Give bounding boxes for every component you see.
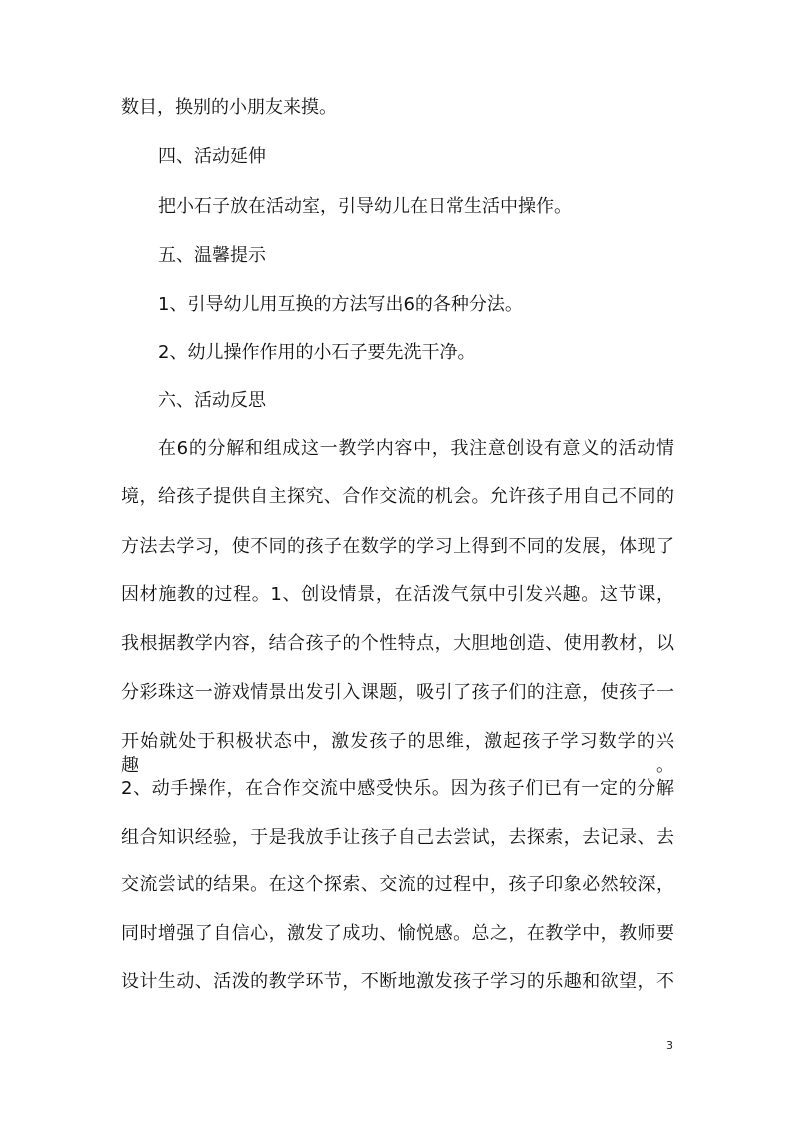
- list-item: 2、幼儿操作作用的小石子要先洗干净。: [158, 342, 476, 363]
- text-line: 组合知识经验，于是我放手让孩子自己去尝试，去探索，去记录、去: [121, 827, 674, 848]
- text-line: 数目，换别的小朋友来摸。: [121, 97, 337, 118]
- text-line: 在6的分解和组成这一教学内容中，我注意创设有意义的活动情: [158, 438, 674, 459]
- text-line: 交流尝试的结果。在这个探索、交流的过程中，孩子印象必然较深，: [121, 874, 674, 895]
- text-line: 2、动手操作，在合作交流中感受快乐。因为孩子们已有一定的分解: [121, 778, 674, 799]
- section-heading: 五、温馨提示: [158, 245, 266, 266]
- text-line: 分彩珠这一游戏情景出发引入课题，吸引了孩子们的注意，使孩子一: [121, 682, 674, 703]
- section-heading: 四、活动延伸: [158, 146, 266, 167]
- text-line: 设计生动、活泼的教学环节，不断地激发孩子学习的乐趣和欲望，不: [121, 971, 674, 992]
- text-line: 境，给孩子提供自主探究、合作交流的机会。允许孩子用自己不同的: [121, 486, 674, 507]
- text-line: 开始就处于积极状态中，激发孩子的思维，激起孩子学习数学的兴趣。: [121, 731, 674, 776]
- text-line: 同时增强了自信心，激发了成功、愉悦感。总之，在教学中，教师要: [121, 923, 674, 944]
- text-line: 因材施教的过程。1、创设情景，在活泼气氛中引发兴趣。这节课，: [121, 584, 674, 605]
- page-number: 3: [666, 1039, 673, 1052]
- section-heading: 六、活动反思: [158, 390, 266, 411]
- list-item: 1、引导幼儿用互换的方法写出6的各种分法。: [158, 294, 523, 315]
- text-line: 我根据教学内容，结合孩子的个性特点，大胆地创造、使用教材，以: [121, 633, 674, 654]
- text-line: 方法去学习，使不同的孩子在数学的学习上得到不同的发展，体现了: [121, 536, 674, 557]
- text-line: 把小石子放在活动室，引导幼儿在日常生活中操作。: [158, 196, 572, 217]
